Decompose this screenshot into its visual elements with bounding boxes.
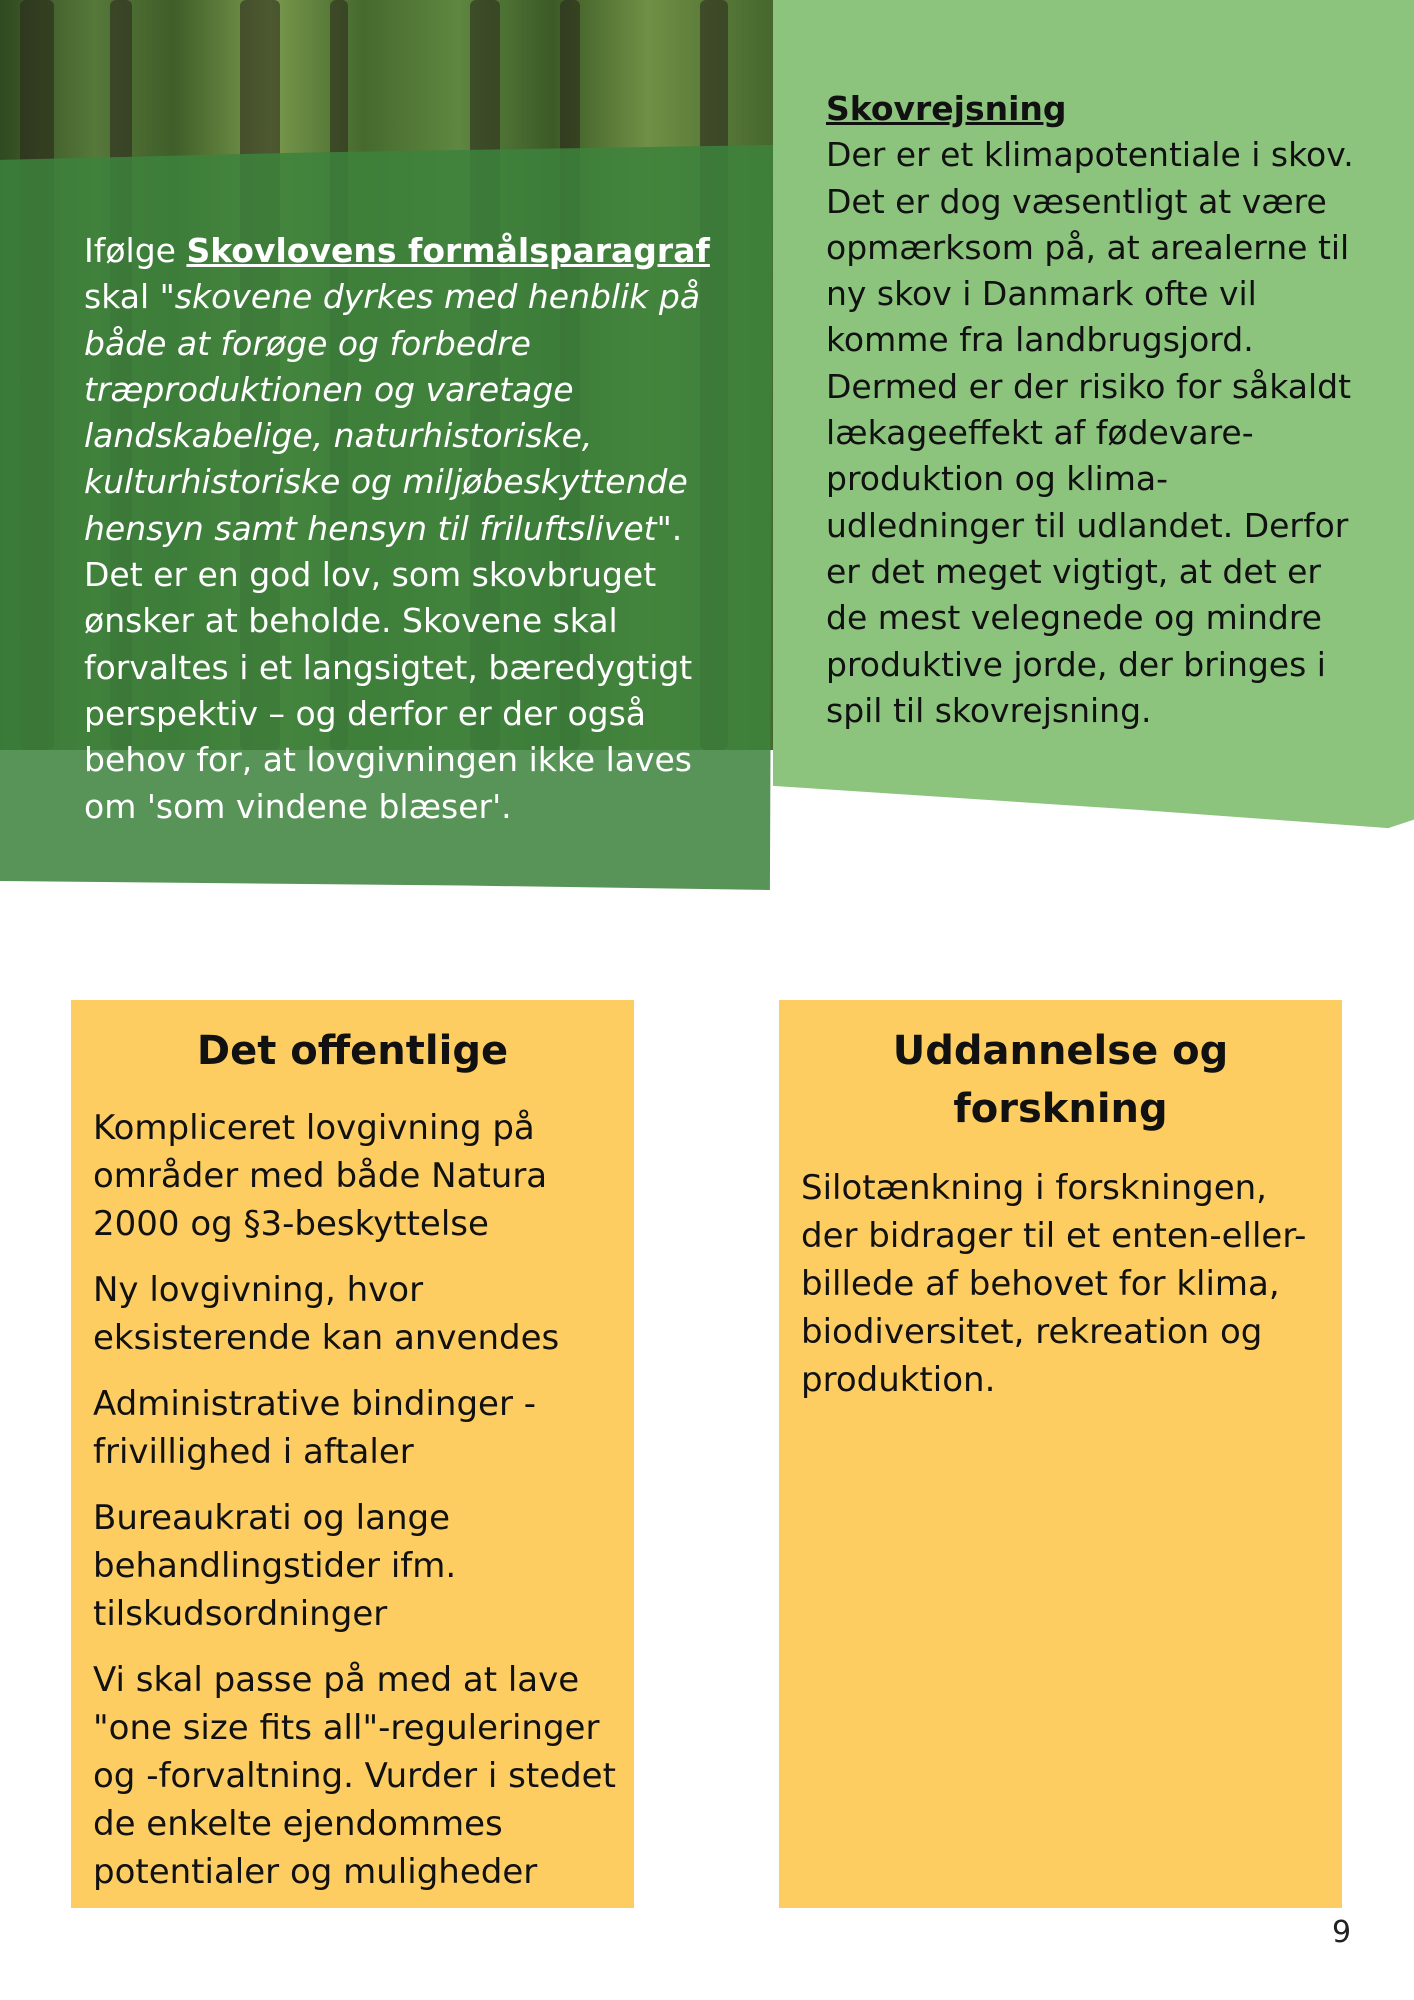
education-research-title: Uddannelse og forskning xyxy=(892,1028,1229,1132)
law-purpose-text: Ifølge Skovlovens formålsparagraf skal "skovene dyrkes med henblik på både at forøge og forbedre træproduktionen og varetage landskabelige, naturhistoriske, kulturhistoriske og miljøbeskyttende hensyn samt hensyn til friluftslivet". Det er en god lov, som skovbruget ønsker at beholde. Skovene skal forvaltes i et langsigtet, bæredygtigt perspektiv – og derfor er der også behov for, at lovgivningen ikke laves om 'som vindene blæser'. xyxy=(84,231,710,826)
list-item: Bureaukrati og lange behandlingstider ifm. tilskudsordninger xyxy=(93,1498,457,1634)
page-number: 9 xyxy=(1332,1915,1352,1950)
public-sector-box xyxy=(71,1000,634,1908)
list-item: Vi skal passe på med at lave "one size fits all"-reguleringer og -forvaltning. Vurder i stedet de enkelte ejendommes potentialer og muligheder xyxy=(93,1660,616,1892)
list-item: Administrative bindinger - frivillighed i aftaler xyxy=(93,1384,536,1472)
list-item: Kompliceret lovgivning på områder med både Natura 2000 og §3-beskyttelse xyxy=(93,1108,548,1244)
public-sector-title: Det offentlige xyxy=(196,1028,509,1074)
education-research-box xyxy=(779,1000,1342,1908)
list-item: Ny lovgivning, hvor eksisterende kan anvendes xyxy=(93,1270,560,1358)
law-quote: skovene dyrkes med henblik på både at forøge og forbedre træproduktionen og varetage landskabelige, naturhistoriske, kulturhistoriske og miljøbeskyttende hensyn samt hensyn til friluftslivet xyxy=(84,277,701,548)
afforestation-body: Der er et klimapotentiale i skov. Det er dog væsentligt at være opmærksom på, at arealerne til ny skov i Danmark ofte vil komme fra landbrugsjord. Dermed er der risiko for såkaldt lækageeffekt af fødevare-produktion og klima-udledninger til udlandet. Derfor er det meget vigtigt, at det er de mest velegnede og mindre produktive jorde, der bringes i spil til skovrejsning. xyxy=(826,135,1354,730)
law-purpose-link[interactable]: Skovlovens formålsparagraf xyxy=(186,231,710,270)
afforestation-heading: Skovrejsning xyxy=(826,89,1067,128)
afforestation-text xyxy=(826,86,1366,734)
list-item: Silotænkning i forskningen, der bidrager til et enten-eller-billede af behovet for klima, biodiversitet, rekreation og produktion. xyxy=(801,1168,1307,1400)
